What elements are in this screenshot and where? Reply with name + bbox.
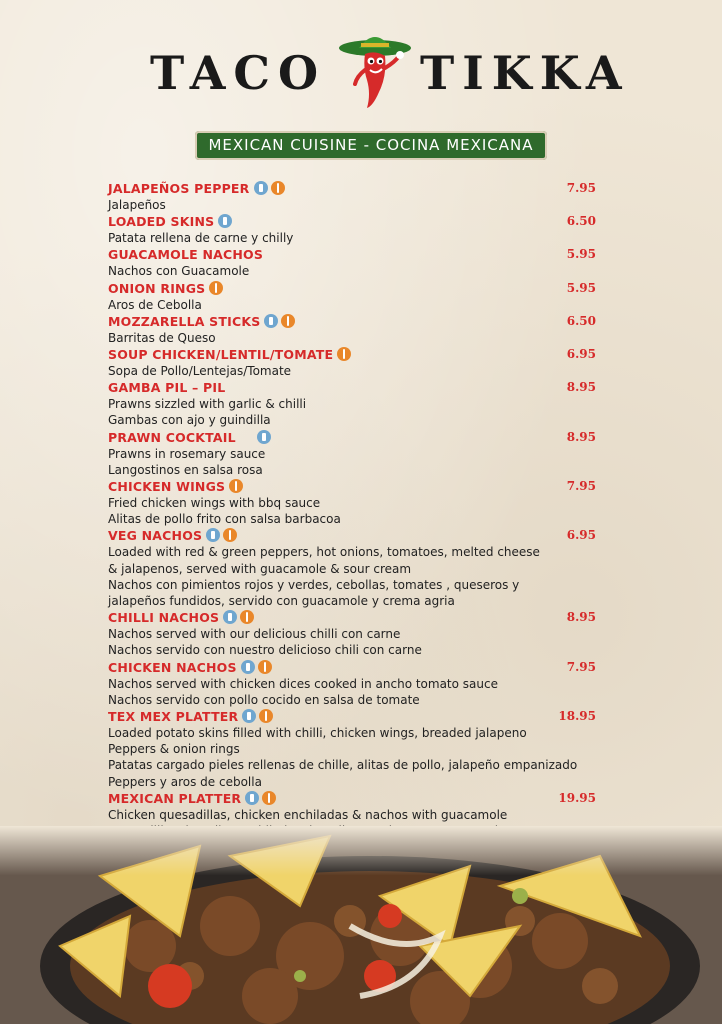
allergen-icons <box>229 478 246 496</box>
menu-item <box>108 609 608 658</box>
gluten-icon <box>242 709 256 723</box>
gluten-icon <box>254 181 268 195</box>
dish-description: Barritas de Queso <box>108 330 216 345</box>
dish-price: 7.95 <box>566 181 596 195</box>
allergen-icons <box>223 609 257 627</box>
dish-price: 8.95 <box>566 380 596 395</box>
brand-name-right: TIKKA <box>420 46 630 100</box>
dish-name: LOADED SKINS <box>108 214 215 230</box>
dish-price: 6.95 <box>566 347 596 362</box>
dish-name: SOUP CHICKEN/LENTIL/TOMATE <box>108 347 334 363</box>
menu-list <box>108 180 608 839</box>
dish-description: jalapeños fundidos, servido con guacamole y crema agria <box>108 594 455 609</box>
dish-name: GUACAMOLE NACHOS <box>108 247 264 263</box>
vegetarian-icon <box>259 709 273 723</box>
allergen-icons <box>218 213 235 231</box>
dish-price: 8.95 <box>566 610 596 625</box>
menu-item <box>108 246 608 279</box>
nachos-photo <box>0 826 722 1024</box>
vegetarian-icon <box>262 791 276 805</box>
dish-price: 6.50 <box>566 214 596 229</box>
allergen-icons <box>229 379 246 397</box>
menu-item <box>108 659 608 708</box>
dish-description: Aros de Cebolla <box>108 297 202 312</box>
header <box>0 28 722 118</box>
vegetarian-icon <box>258 660 272 674</box>
chilli-mascot-logo <box>335 28 415 110</box>
dish-name: MEXICAN PLATTER <box>108 791 242 807</box>
dish-description: Loaded potato skins filled with chilli, chicken wings, breaded jalapeno <box>108 726 527 741</box>
dish-name: CHICKEN NACHOS <box>108 659 237 675</box>
menu-item <box>108 180 608 213</box>
gluten-icon <box>241 660 255 674</box>
gluten-icon <box>218 214 232 228</box>
allergen-icons <box>241 659 275 677</box>
dish-description: & jalapenos, served with guacamole & sour cream <box>108 561 412 576</box>
allergen-icons <box>264 313 298 331</box>
dish-price: 19.95 <box>558 790 596 805</box>
dish-name: CHICKEN WINGS <box>108 479 226 495</box>
menu-item-header <box>108 609 608 626</box>
menu-item <box>108 708 608 790</box>
dish-description: Prawns in rosemary sauce <box>108 446 266 461</box>
section-banner: MEXICAN CUISINE - COCINA MEXICANA <box>195 131 547 160</box>
vegetarian-icon <box>223 528 237 542</box>
dish-price: 7.95 <box>566 479 596 494</box>
vegetarian-icon <box>281 314 295 328</box>
dish-price: 8.95 <box>566 429 596 444</box>
gluten-icon <box>223 610 237 624</box>
dish-name: CHILLI NACHOS <box>108 610 220 626</box>
dish-description: Langostinos en salsa rosa <box>108 462 263 477</box>
dish-price: 6.50 <box>566 313 596 328</box>
menu-item <box>108 379 608 428</box>
menu-item-header <box>108 379 608 396</box>
dish-name: ONION RINGS <box>108 280 206 296</box>
dish-description: Peppers & onion rings <box>108 742 240 757</box>
menu-item <box>108 429 608 478</box>
menu-item <box>108 478 608 527</box>
dish-price: 7.95 <box>566 659 596 674</box>
vegetarian-icon <box>271 181 285 195</box>
allergen-icons <box>337 346 354 364</box>
dish-description: Prawns sizzled with garlic & chilli <box>108 397 307 412</box>
menu-item-header <box>108 527 608 544</box>
vegetarian-icon <box>240 610 254 624</box>
shellfish-icon <box>229 380 243 394</box>
menu-item <box>108 346 608 379</box>
allergen-icons <box>209 280 226 298</box>
gluten-icon <box>245 791 259 805</box>
menu-item-header <box>108 246 608 263</box>
dish-description: Nachos con pimientos rojos y verdes, cebollas, tomates , queseros y <box>108 577 520 592</box>
dish-description: Nachos servido con pollo cocido en salsa de tomate <box>108 692 420 707</box>
menu-item-header <box>108 790 608 807</box>
dish-name: GAMBA PIL – PIL <box>108 380 226 396</box>
menu-item <box>108 213 608 246</box>
dish-description: Sopa de Pollo/Lentejas/Tomate <box>108 364 292 379</box>
vegetarian-icon <box>209 281 223 295</box>
dish-name: JALAPEÑOS PEPPER <box>108 181 250 197</box>
dish-price: 6.95 <box>566 528 596 543</box>
dish-description: Loaded with red & green peppers, hot onions, tomatoes, melted cheese <box>108 545 540 560</box>
dish-description: Alitas de pollo frito con salsa barbacoa <box>108 512 341 527</box>
menu-item-header <box>108 180 608 197</box>
allergen-icons <box>206 527 240 545</box>
menu-item-header <box>108 478 608 495</box>
allergen-icons <box>254 180 288 198</box>
dish-description: Nachos con Guacamole <box>108 264 250 279</box>
gluten-icon <box>264 314 278 328</box>
allergen-icons <box>240 429 274 447</box>
dish-name: MOZZARELLA STICKS <box>108 314 261 330</box>
menu-item-header <box>108 213 608 230</box>
dish-description: Jalapeños <box>108 198 166 212</box>
allergen-icons <box>242 708 276 726</box>
menu-item-header <box>108 429 608 446</box>
menu-item-header <box>108 346 608 363</box>
gluten-icon <box>257 430 271 444</box>
vegetarian-icon <box>229 479 243 493</box>
shellfish-icon <box>240 430 254 444</box>
menu-item-header <box>108 313 608 330</box>
dish-description: Nachos servido con nuestro delicioso chili con carne <box>108 643 422 658</box>
menu-item-header <box>108 280 608 297</box>
dish-description: Peppers y aros de cebolla <box>108 774 262 789</box>
dish-price: 18.95 <box>558 709 596 724</box>
gluten-icon <box>206 528 220 542</box>
menu-item <box>108 280 608 313</box>
menu-item-header <box>108 708 608 725</box>
dish-price: 5.95 <box>566 247 596 262</box>
dish-description: Nachos served with our delicious chilli con carne <box>108 627 401 642</box>
dish-description: Patata rellena de carne y chilly <box>108 231 294 246</box>
menu-item-header <box>108 659 608 676</box>
brand-name-left: TACO <box>150 46 327 100</box>
dish-price: 5.95 <box>566 280 596 295</box>
dish-name: VEG NACHOS <box>108 528 203 544</box>
dish-name: TEX MEX PLATTER <box>108 709 239 725</box>
dish-description: Fried chicken wings with bbq sauce <box>108 496 321 511</box>
dish-description: Chicken quesadillas, chicken enchiladas & nachos with guacamole <box>108 807 508 822</box>
menu-item <box>108 313 608 346</box>
dish-description: Patatas cargado pieles rellenas de chille, alitas de pollo, jalapeño empanizado <box>108 758 578 773</box>
dish-name: PRAWN COCKTAIL <box>108 429 236 445</box>
vegetarian-icon <box>337 347 351 361</box>
allergen-icons <box>245 790 279 808</box>
menu-item <box>108 527 608 609</box>
dish-description: Nachos served with chicken dices cooked in ancho tomato sauce <box>108 676 498 691</box>
dish-description: Gambas con ajo y guindilla <box>108 413 271 428</box>
